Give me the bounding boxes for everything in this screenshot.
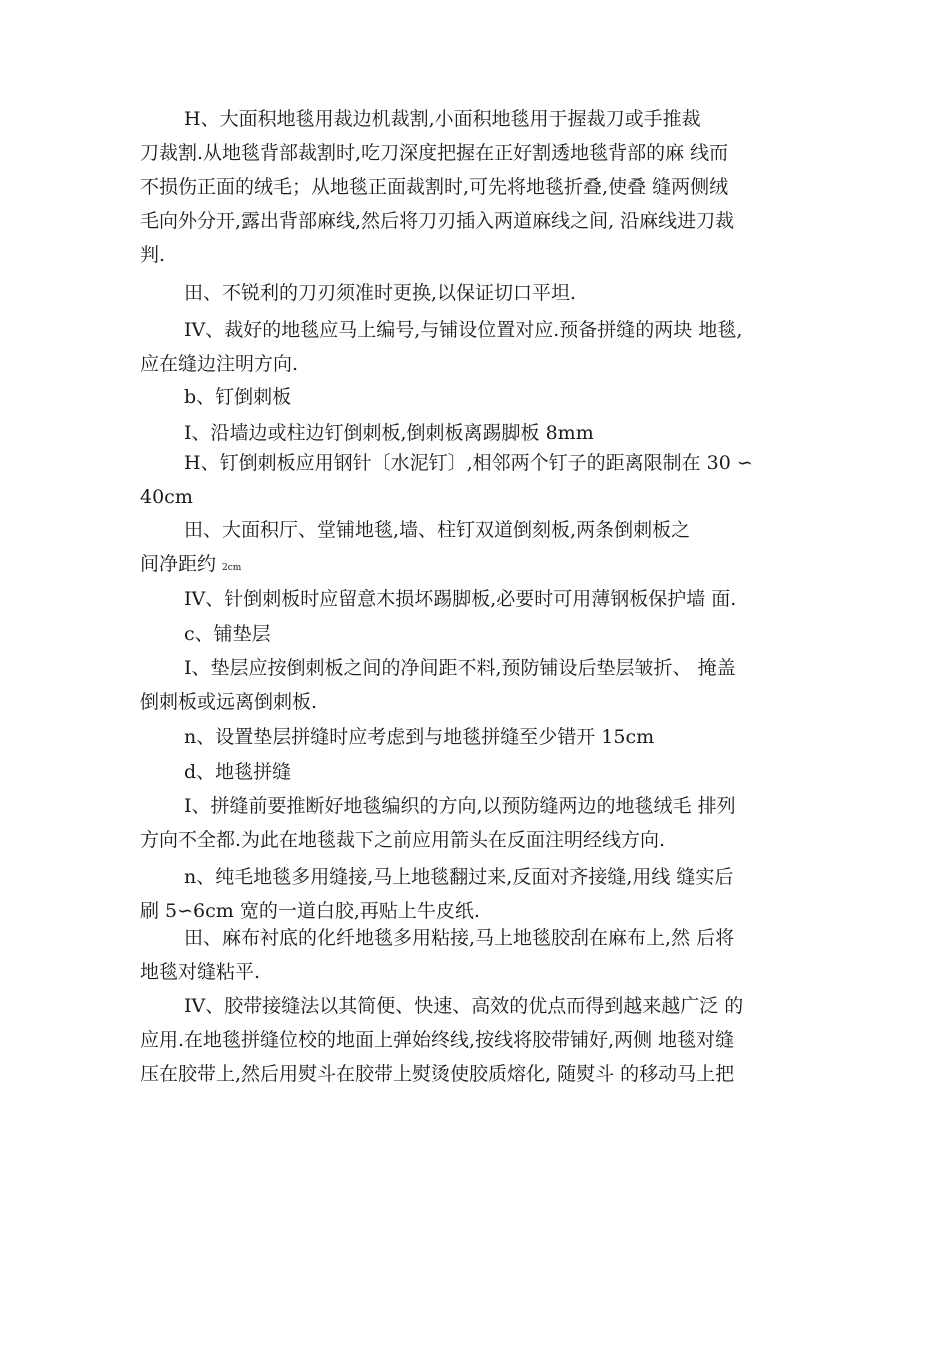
unit-small-text: 2cm [222, 563, 242, 573]
text-line: I、沿墙边或柱边钉倒刺板,倒刺板离踢脚板 8mm [184, 422, 594, 444]
text-line: 地毯对缝粘平. [140, 961, 261, 983]
paragraph-protect-baseboard [140, 582, 820, 616]
section-heading-d [140, 755, 820, 789]
paragraph-nail-distance [140, 446, 820, 514]
text-line: d、地毯拼缝 [184, 761, 292, 783]
text-line: H、大面积地毯用裁边机裁割,小面积地毯用于握裁刀或手推裁 [184, 108, 701, 130]
text-line: 田、不锐利的刀刃须准时更换,以保证切口平坦. [184, 282, 577, 304]
text-line: IV、裁好的地毯应马上编号,与铺设位置对应.预备拼缝的两块 地毯, [184, 319, 743, 341]
paragraph-tape-seam [140, 989, 820, 1091]
text-line: IV、胶带接缝法以其简便、快速、高效的优点而得到越来越广泛 的 [184, 995, 744, 1017]
paragraph-cutting-method [140, 102, 820, 272]
paragraph-weave-direction [140, 789, 820, 857]
section-heading-c [140, 617, 820, 651]
text-line: 应用.在地毯拼缝位校的地面上弹始终线,按线将胶带铺好,两侧 地毯对缝 [140, 1029, 735, 1051]
paragraph-wool-stitching [140, 860, 820, 928]
paragraph-synthetic-glue [140, 921, 820, 989]
text-line: H、钉倒刺板应用钢针〔水泥钉〕,相邻两个钉子的距离限制在 30 ∽ [184, 452, 753, 474]
text-line: 方向不全都.为此在地毯裁下之前应用箭头在反面注明经线方向. [140, 829, 666, 851]
text-line: c、铺垫层 [184, 623, 271, 645]
paragraph-underlay-cut [140, 651, 820, 719]
paragraph-tack-strip-edge [140, 416, 820, 450]
text-line: 刷 5∽6cm 宽的一道白胶,再贴上牛皮纸. [140, 900, 480, 922]
text-line: 田、麻布衬底的化纤地毯多用粘接,马上地毯胶刮在麻布上,然 后将 [184, 927, 735, 949]
paragraph-numbering [140, 313, 820, 381]
text-line: 应在缝边注明方向. [140, 353, 299, 375]
text-line: I、拼缝前要推断好地毯编织的方向,以预防缝两边的地毯绒毛 排列 [184, 795, 736, 817]
text-line: n、纯毛地毯多用缝接,马上地毯翻过来,反面对齐接缝,用线 缝实后 [184, 866, 734, 888]
text-line [140, 547, 820, 581]
text-line: 40cm [140, 486, 193, 508]
text-line: 不损伤正面的绒毛；从地毯正面裁割时,可先将地毯折叠,使叠 缝两侧绒 [140, 176, 729, 198]
paragraph-double-strip [140, 513, 820, 581]
text-line: I、垫层应按倒刺板之间的净间距不料,预防铺设后垫层皱折、 掩盖 [184, 657, 736, 679]
text-line: 判. [140, 244, 166, 266]
text-line: b、钉倒刺板 [184, 386, 292, 408]
text-line: 毛向外分开,露出背部麻线,然后将刀刃插入两道麻线之间, 沿麻线进刀裁 [140, 210, 735, 232]
text-line: n、设置垫层拼缝时应考虑到与地毯拼缝至少错开 15cm [184, 726, 655, 748]
text-line: 刀裁割.从地毯背部裁割时,吃刀深度把握在正好割透地毯背部的麻 线而 [140, 142, 729, 164]
text-line: 田、大面积厅、堂铺地毯,墙、柱钉双道倒刻板,两条倒刺板之 [184, 519, 691, 541]
paragraph-blade-replace [140, 276, 820, 310]
section-heading-b [140, 380, 820, 414]
text-line: IV、针倒刺板时应留意木损坏踢脚板,必要时可用薄钢板保护墙 面. [184, 588, 737, 610]
text-line: 压在胶带上,然后用熨斗在胶带上熨烫使胶质熔化, 随熨斗 的移动马上把 [140, 1063, 735, 1085]
text-fragment: 间净距约 [140, 553, 217, 575]
text-line: 倒刺板或远离倒刺板. [140, 691, 318, 713]
paragraph-underlay-seam [140, 720, 820, 754]
